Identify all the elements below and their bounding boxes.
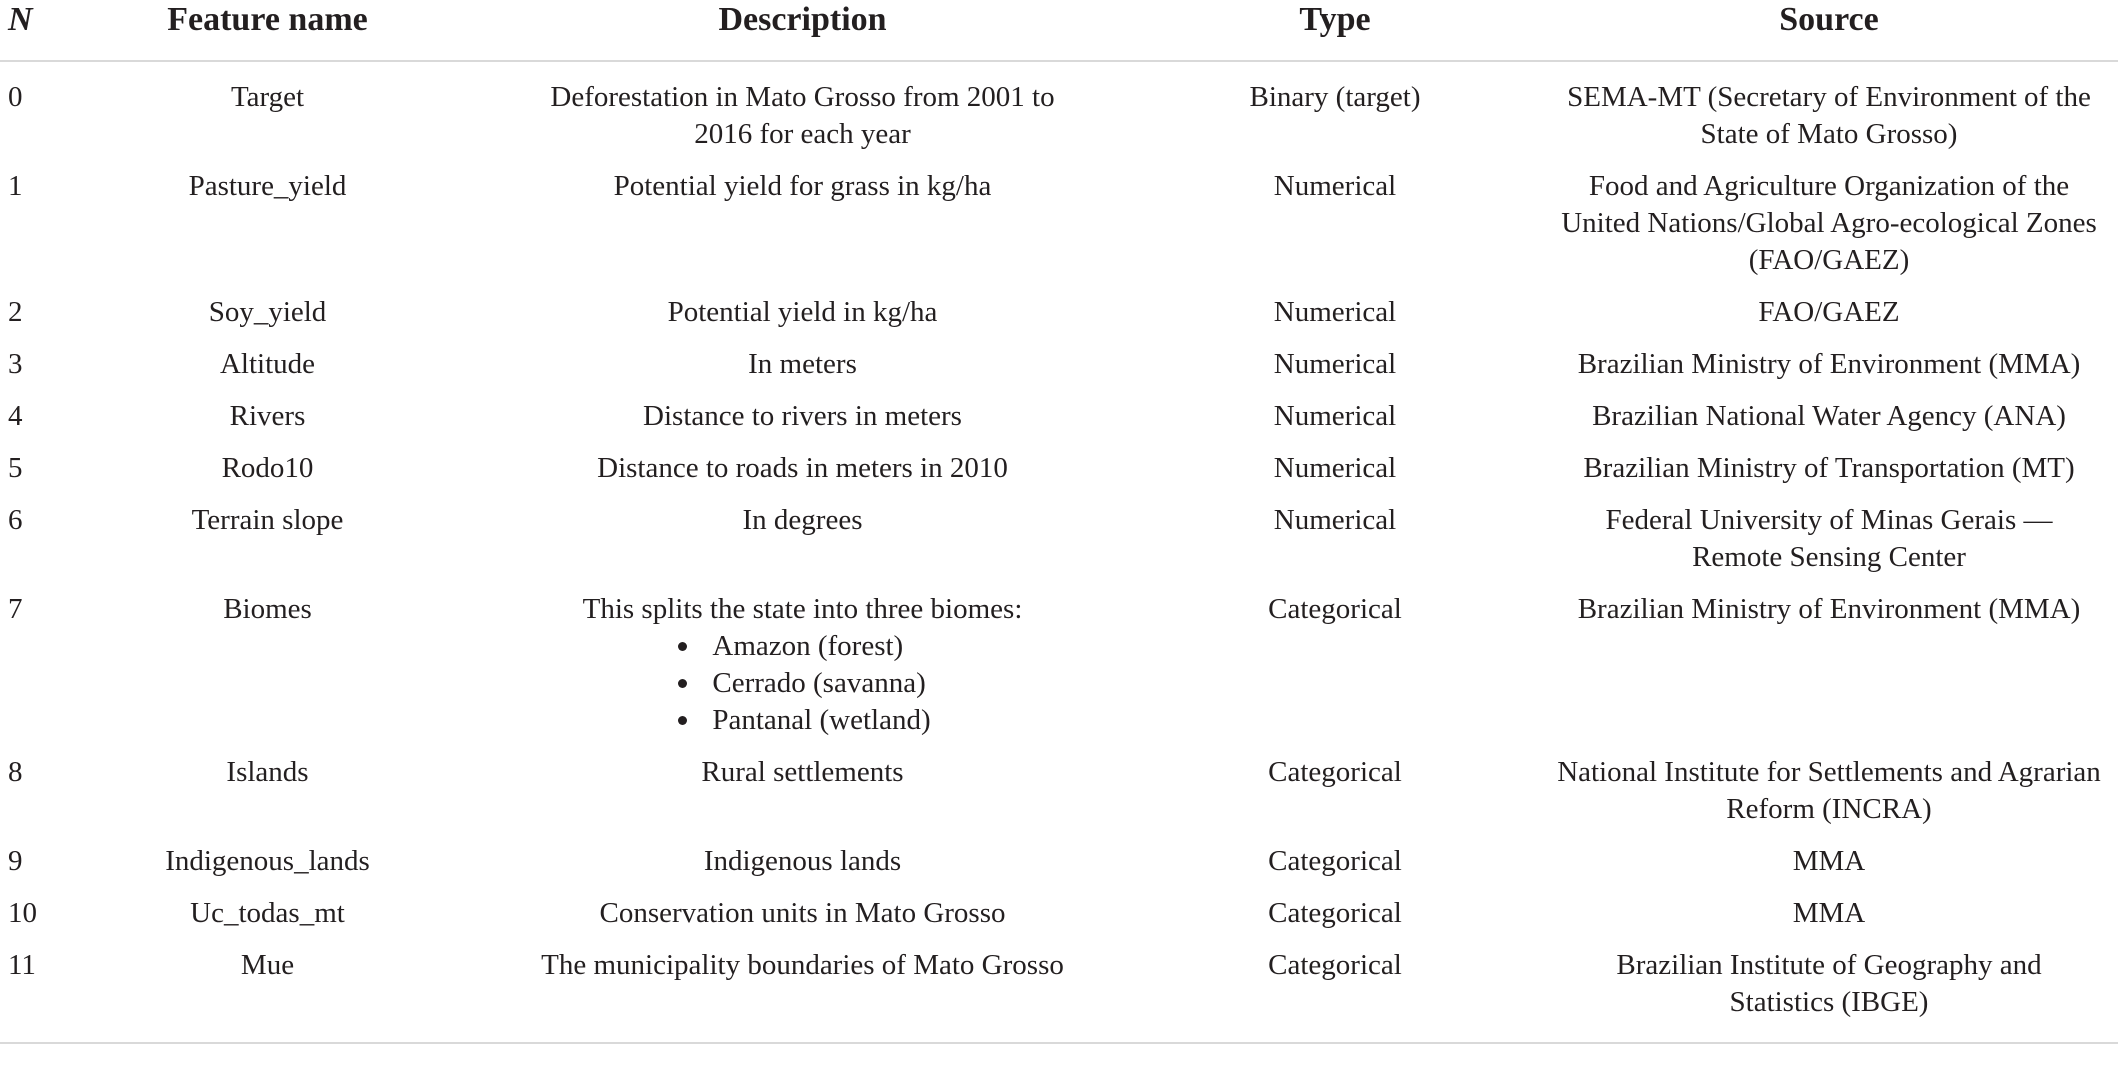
cell-source-text: Federal University of Minas Gerais — Remote Sensing Center <box>1605 504 2053 573</box>
table-row <box>0 895 2118 947</box>
cell-n: 10 <box>8 897 37 929</box>
cell-type: Numerical <box>1273 170 1397 202</box>
table-row <box>0 398 2118 450</box>
cell-n: 11 <box>0 947 60 1043</box>
cell-type: Numerical <box>1273 452 1397 484</box>
cell-source: MMA <box>1792 897 1866 929</box>
cell-source: FAO/GAEZ <box>1758 296 1900 328</box>
table-row <box>0 591 2118 754</box>
cell-source <box>1540 754 2118 843</box>
cell-type: Categorical <box>1268 897 1402 929</box>
cell-type: Numerical <box>1273 296 1397 328</box>
cell-description: Distance to rivers in meters <box>643 400 962 432</box>
cell-source-text: Food and Agriculture Organization of the United Nations/Global Agro-ecological Zones (FAO/GAEZ) <box>1561 170 2097 276</box>
bullet-icon <box>678 716 687 725</box>
cell-n: 2 <box>8 296 23 328</box>
cell-type: Binary (target) <box>1249 81 1421 113</box>
cell-source <box>1540 947 2118 1043</box>
header-description: Description <box>475 0 1130 61</box>
table-row <box>0 294 2118 346</box>
cell-type: Numerical <box>1273 348 1397 380</box>
header-n: N <box>0 0 60 61</box>
cell-n: 5 <box>8 452 23 484</box>
list-item <box>674 665 930 702</box>
cell-description <box>475 591 1130 754</box>
table-body <box>0 61 2118 1043</box>
cell-feature-name: Islands <box>226 756 309 788</box>
table-row <box>0 754 2118 843</box>
bullet-icon <box>678 679 687 688</box>
cell-source <box>1540 502 2118 591</box>
cell-description-text: Deforestation in Mato Grosso from 2001 to 2016 for each year <box>550 81 1055 150</box>
header-feature-name: Feature name <box>60 0 475 61</box>
cell-n: 8 <box>8 756 23 788</box>
bullet-icon <box>678 642 687 651</box>
cell-source <box>1540 168 2118 294</box>
cell-description: In meters <box>748 348 857 380</box>
table-row <box>0 502 2118 591</box>
table-row <box>0 346 2118 398</box>
table-row <box>0 450 2118 502</box>
cell-source: Brazilian Ministry of Environment (MMA) <box>1577 593 2081 625</box>
table-row <box>0 947 2118 1043</box>
list-item <box>674 628 930 665</box>
cell-type: Categorical <box>1268 593 1402 625</box>
header-row <box>0 0 2118 61</box>
cell-feature-name: Target <box>230 81 305 113</box>
cell-feature-name: Uc_todas_mt <box>190 897 345 929</box>
biome-list <box>674 628 930 739</box>
cell-source: Brazilian Ministry of Environment (MMA) <box>1577 348 2081 380</box>
cell-n: 6 <box>8 504 23 536</box>
table-row <box>0 168 2118 294</box>
cell-description: Indigenous lands <box>703 845 902 877</box>
cell-n: 3 <box>8 348 23 380</box>
cell-source-text: Brazilian Institute of Geography and Statistics (IBGE) <box>1616 949 2042 1018</box>
cell-feature-name: Mue <box>60 947 475 1043</box>
cell-source: Brazilian Ministry of Transportation (MT) <box>1583 452 2075 484</box>
cell-description: Distance to roads in meters in 2010 <box>597 452 1008 484</box>
cell-description: Rural settlements <box>701 756 904 788</box>
cell-source-text: National Institute for Settlements and Agrarian Reform (INCRA) <box>1557 756 2101 825</box>
biome-label: Pantanal (wetland) <box>712 704 931 736</box>
biome-label: Amazon (forest) <box>712 630 904 662</box>
cell-type: Categorical <box>1268 756 1402 788</box>
cell-feature-name: Rivers <box>229 400 306 432</box>
cell-type: Categorical <box>1130 947 1540 1043</box>
cell-description: Potential yield in kg/ha <box>667 296 938 328</box>
cell-type: Numerical <box>1273 400 1397 432</box>
header-source: Source <box>1540 0 2118 61</box>
biome-label: Cerrado (savanna) <box>712 667 926 699</box>
cell-feature-name: Biomes <box>223 593 312 625</box>
cell-feature-name: Altitude <box>219 348 316 380</box>
cell-description: The municipality boundaries of Mato Grosso <box>475 947 1130 1043</box>
table-row <box>0 843 2118 895</box>
header-type: Type <box>1130 0 1540 61</box>
cell-source: Brazilian National Water Agency (ANA) <box>1592 400 2066 432</box>
cell-n: 4 <box>8 400 23 432</box>
cell-source-text: SEMA-MT (Secretary of Environment of the State of Mato Grosso) <box>1567 81 2091 150</box>
cell-n: 7 <box>8 593 23 625</box>
table-row <box>0 61 2118 168</box>
cell-type: Numerical <box>1273 504 1397 536</box>
cell-feature-name: Pasture_yield <box>188 170 347 202</box>
cell-feature-name: Terrain slope <box>191 504 344 536</box>
list-item <box>674 702 930 739</box>
cell-description: Conservation units in Mato Grosso <box>599 897 1006 929</box>
cell-feature-name: Soy_yield <box>208 296 327 328</box>
table-header <box>0 0 2118 61</box>
cell-description-text: This splits the state into three biomes: <box>582 593 1023 625</box>
cell-n: 1 <box>8 170 23 202</box>
cell-type: Categorical <box>1268 845 1402 877</box>
cell-source <box>1540 61 2118 168</box>
cell-description: In degrees <box>742 504 863 536</box>
cell-description: Potential yield for grass in kg/ha <box>613 170 992 202</box>
cell-source: MMA <box>1792 845 1866 877</box>
cell-feature-name: Indigenous_lands <box>165 845 370 877</box>
cell-description <box>475 61 1130 168</box>
cell-feature-name: Rodo10 <box>221 452 314 484</box>
cell-n: 0 <box>8 81 23 113</box>
cell-n: 9 <box>8 845 23 877</box>
